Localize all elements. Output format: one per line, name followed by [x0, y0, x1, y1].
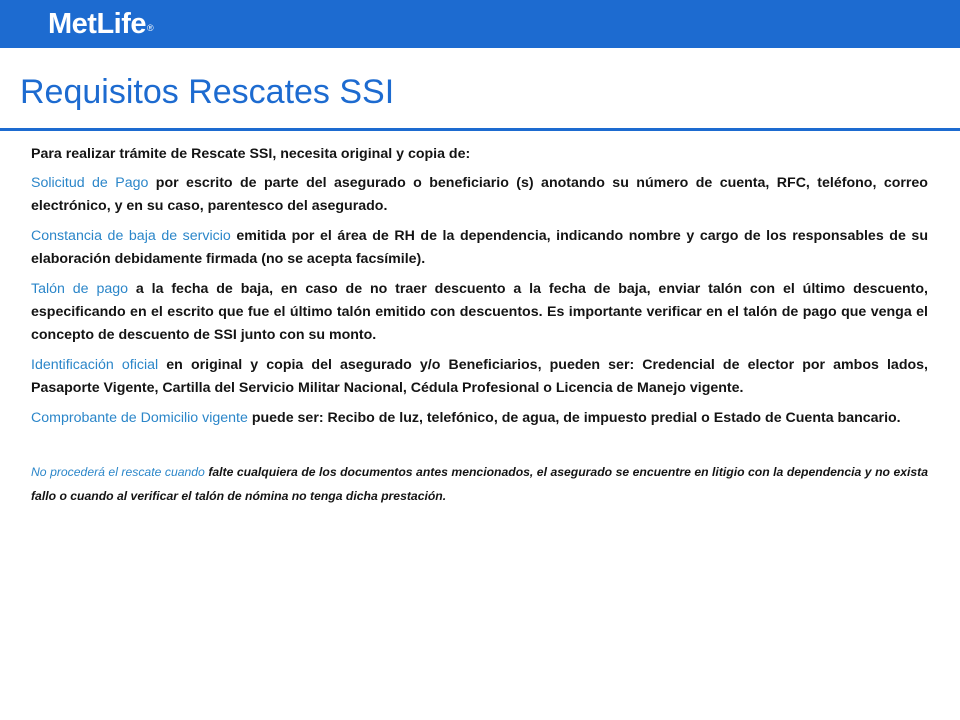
- requirement-label: Identificación oficial: [31, 357, 159, 373]
- requirement-solicitud: [31, 172, 928, 218]
- page-title: Requisitos Rescates SSI: [20, 73, 395, 111]
- requirement-identificacion: [31, 354, 928, 400]
- requirement-text: emitida por el área de RH de la dependencia, indicando nombre y cargo de los responsables de su elaboración debidamente firmada (no se acepta facsímile).: [31, 228, 928, 267]
- intro-text: Para realizar trámite de Rescate SSI, necesita original y copia de:: [31, 146, 471, 162]
- requirement-comprobante: [31, 407, 928, 430]
- requirement-talon: [31, 278, 928, 347]
- rejection-note: [31, 460, 928, 508]
- note-text: falte cualquiera de los documentos antes mencionados, el asegurado se encuentre en litigio con la dependencia y no exista fallo o cuando al verificar el talón de nómina no tenga dicha prestación.: [31, 465, 928, 503]
- logo-text: MetLife: [48, 8, 146, 40]
- requirement-label: Talón de pago: [31, 281, 128, 297]
- requirement-text: en original y copia del asegurado y/o Beneficiarios, pueden ser: Credencial de elector por ambos lados, Pasaporte Vigente, Cartilla del Servicio Militar Nacional, Cédula Profesional o Licencia de Manejo vigente.: [31, 357, 928, 396]
- requirement-text: por escrito de parte del asegurado o beneficiario (s) anotando su número de cuenta, RFC, teléfono, correo electrónico, y en su caso, parentesco del asegurado.: [31, 175, 928, 214]
- registered-mark: ®: [147, 23, 154, 33]
- metlife-logo: [48, 6, 153, 42]
- requirement-label: Comprobante de Domicilio vigente: [31, 410, 248, 426]
- requirement-constancia: [31, 225, 928, 271]
- requirement-text: a la fecha de baja, en caso de no traer descuento a la fecha de baja, enviar talón con el último descuento, especificando en el escrito que fue el último talón emitido con descuentos. Es importante verificar en el talón de pago que venga el concepto de descuento de SSI junto con su monto.: [31, 281, 928, 343]
- requirements-body: [31, 143, 928, 515]
- note-label: No procederá el rescate cuando: [31, 465, 205, 479]
- header-bar: [0, 0, 960, 48]
- requirement-label: Solicitud de Pago: [31, 175, 149, 191]
- title-divider: [0, 128, 960, 131]
- requirement-label: Constancia de baja de servicio: [31, 228, 231, 244]
- requirement-text: puede ser: Recibo de luz, telefónico, de agua, de impuesto predial o Estado de Cuenta bancario.: [247, 410, 901, 426]
